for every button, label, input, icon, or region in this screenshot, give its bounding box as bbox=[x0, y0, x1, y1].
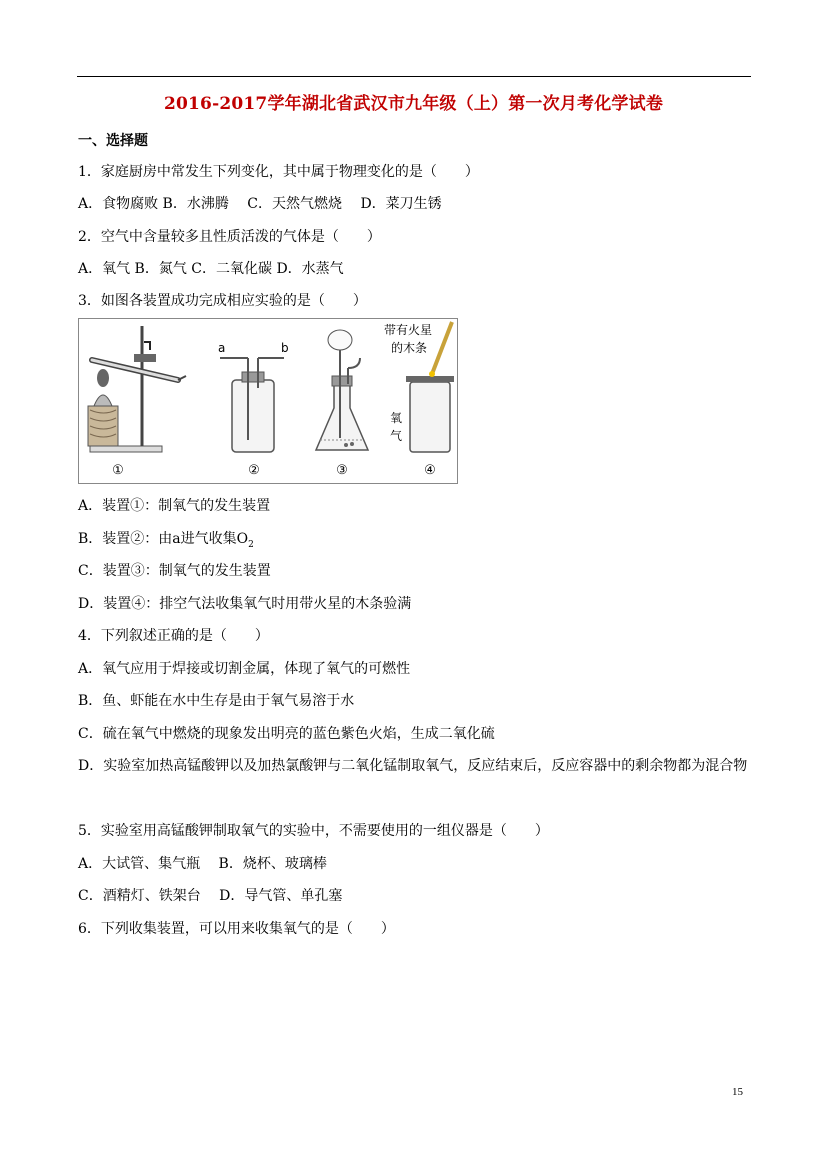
figure-number-4: ④ bbox=[424, 463, 436, 478]
label-a: a bbox=[218, 341, 226, 355]
question-3: 3．如图各装置成功完成相应实验的是（ ） bbox=[78, 293, 367, 309]
section-heading: 一、选择题 bbox=[78, 133, 148, 149]
question-1-options: A．食物腐败 B．水沸腾 C．天然气燃烧 D．菜刀生锈 bbox=[78, 196, 442, 212]
caption-line-1: 带有火星 bbox=[384, 323, 433, 337]
question-4-option-a: A．氧气应用于焊接或切割金属，体现了氧气的可燃性 bbox=[78, 661, 411, 677]
page-number: 15 bbox=[732, 1086, 743, 1098]
question-5-options-cd: C．酒精灯、铁架台 D．导气管、单孔塞 bbox=[78, 888, 343, 904]
header-rule bbox=[77, 76, 751, 77]
figure-number-3: ③ bbox=[336, 463, 348, 478]
question-3-option-c: C．装置③：制氧气的发生装置 bbox=[78, 563, 271, 579]
question-5: 5．实验室用高锰酸钾制取氧气的实验中，不需要使用的一组仪器是（ ） bbox=[78, 823, 549, 839]
figure-number-1: ① bbox=[112, 463, 124, 478]
question-3-option-b bbox=[78, 529, 254, 555]
question-4-option-b: B．鱼、虾能在水中生存是由于氧气易溶于水 bbox=[78, 693, 355, 709]
apparatus-figure bbox=[78, 318, 458, 484]
question-1: 1．家庭厨房中常发生下列变化，其中属于物理变化的是（ ） bbox=[78, 164, 479, 180]
figure-number-2: ② bbox=[248, 463, 260, 478]
question-4-option-d: D．实验室加热高锰酸钾以及加热氯酸钾与二氧化锰制取氧气，反应结束后，反应容器中的剩余物都为混合物 bbox=[78, 758, 748, 774]
page-title: 2016-2017学年湖北省武汉市九年级（上）第一次月考化学试卷 bbox=[163, 94, 664, 114]
question-4-option-c: C．硫在氧气中燃烧的现象发出明亮的蓝色紫色火焰，生成二氧化硫 bbox=[78, 726, 495, 742]
question-6: 6．下列收集装置，可以用来收集氧气的是（ ） bbox=[78, 921, 395, 937]
question-2: 2．空气中含量较多且性质活泼的气体是（ ） bbox=[78, 229, 381, 245]
apparatus-drawing bbox=[78, 318, 458, 484]
caption-line-2: 的木条 bbox=[391, 341, 428, 355]
label-b: b bbox=[281, 341, 289, 355]
question-5-options-ab: A．大试管、集气瓶 B．烧杯、玻璃棒 bbox=[78, 856, 327, 872]
question-4: 4．下列叙述正确的是（ ） bbox=[78, 628, 269, 644]
question-3-option-a: A．装置①：制氧气的发生装置 bbox=[78, 498, 271, 514]
option-b-text: B．装置②：由a进气收集O bbox=[78, 531, 249, 547]
question-3-option-d: D．装置④：排空气法收集氧气时用带火星的木条验满 bbox=[78, 596, 412, 612]
gas-label-1: 氧 bbox=[390, 411, 403, 425]
question-2-options: A．氧气 B．氮气 C．二氧化碳 D．水蒸气 bbox=[78, 261, 344, 277]
gas-label-2: 气 bbox=[390, 429, 403, 443]
option-b-subscript: 2 bbox=[248, 539, 254, 550]
